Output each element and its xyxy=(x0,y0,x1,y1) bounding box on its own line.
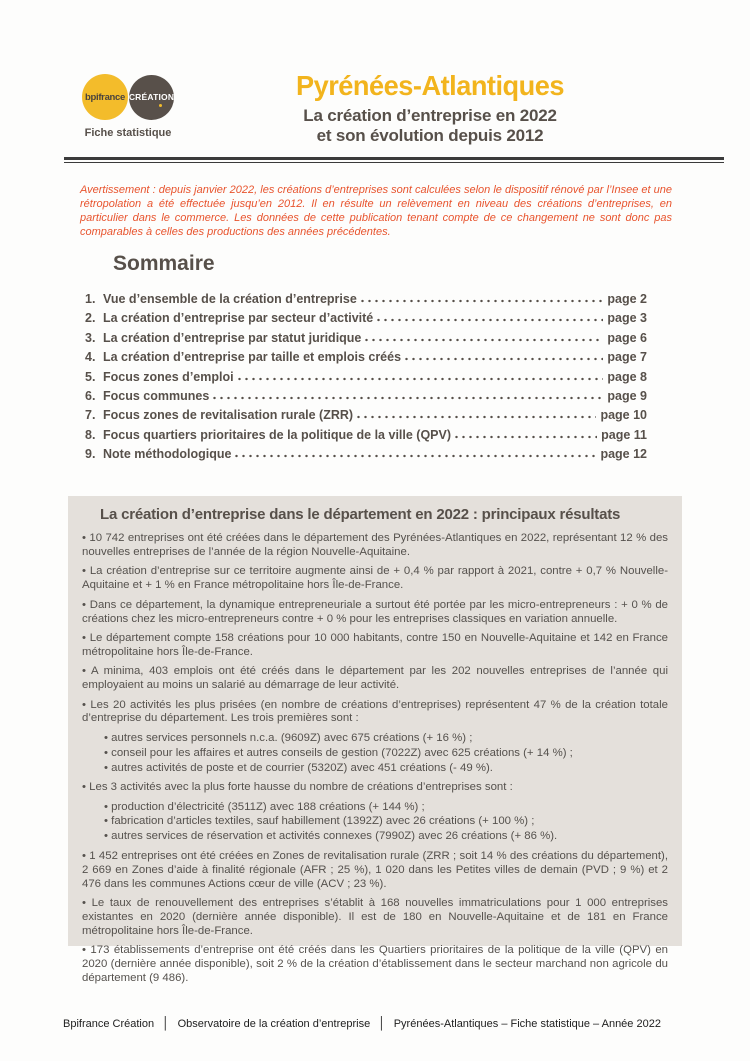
bpifrance-logo xyxy=(82,74,128,120)
toc-item-number: 9. xyxy=(85,447,96,462)
page-subtitle-line1: La création d’entreprise en 2022 xyxy=(303,106,557,125)
toc-heading: Sommaire xyxy=(113,252,215,275)
result-bullet-2: • La création d’entreprise sur ce territoire augmente ainsi de + 0,4 % par rapport à 2021, contre + 0,7 % Nouvelle-Aquitaine et + 1 % en France métropolitaine hors Île-de-France. xyxy=(82,565,668,593)
result-sub-bullet: • conseil pour les affaires et autres conseils de gestion (7022Z) avec 625 créations (+ 14 %) ; xyxy=(104,747,668,761)
brand-caption: Fiche statistique xyxy=(84,127,172,139)
footer-separator: │ xyxy=(378,1016,386,1030)
toc-item-page: page 7 xyxy=(607,350,647,365)
toc-item-5[interactable] xyxy=(85,370,647,389)
logo-row xyxy=(68,74,188,120)
toc-leader-dots xyxy=(455,429,597,439)
toc-item-label: Vue d’ensemble de la création d’entreprise xyxy=(103,292,357,306)
result-bullet-6: • Les 20 activités les plus prisées (en nombre de créations d’entreprises) représentent 47 % de la création totale d’entreprise du département. Les trois premières sont : xyxy=(82,699,668,727)
toc-item-number: 4. xyxy=(85,350,96,365)
creation-logo-text: CRÉATION xyxy=(128,92,175,102)
result-bullet-5: • A minima, 403 emplois ont été créés dans le département par les 202 nouvelles entreprises de l’année qui employaient au moins un salarié au démarrage de leur activité. xyxy=(82,665,668,693)
page-footer xyxy=(63,1016,661,1030)
result-sub-bullet: • autres activités de poste et de courrier (5320Z) avec 451 créations (- 49 %). xyxy=(104,762,668,776)
table-of-contents xyxy=(85,292,647,467)
toc-item-label: La création d’entreprise par taille et emplois créés xyxy=(103,350,402,365)
result-bullet-1: • 10 742 entreprises ont été créées dans le département des Pyrénées-Atlantiques en 2022, représentant 12 % des nouvelles entreprises de l’année de la région Nouvelle-Aquitaine. xyxy=(82,532,668,560)
toc-leader-dots xyxy=(213,390,603,400)
toc-item-number: 6. xyxy=(85,388,96,403)
toc-item-label: Focus zones de revitalisation rurale (ZRR) xyxy=(103,408,354,423)
result-sub-bullet: • autres services de réservation et activités connexes (7990Z) avec 26 créations (+ 86 %). xyxy=(104,830,668,844)
toc-item-9[interactable] xyxy=(85,447,647,466)
toc-item-page: page 6 xyxy=(607,330,647,345)
toc-item-label: Focus communes xyxy=(103,388,210,403)
result-bullet-8: • 1 452 entreprises ont été créées en Zones de revitalisation rurale (ZRR ; soit 14 % des créations du département), 2 669 en Zones d’aide à finalité régionale (AFR ; 25 %), 1 020 dans les Petites villes de demain (PVD ; 9 %) et 2 476 dans les communes Actions cœur de ville (ACV ; 23 %). xyxy=(82,850,668,892)
toc-item-label: Focus zones d’emploi xyxy=(103,369,234,384)
title-block xyxy=(230,70,630,146)
header-rule xyxy=(64,157,724,163)
toc-leader-dots xyxy=(405,351,603,361)
brand-block xyxy=(68,74,188,139)
toc-item-page: page 2 xyxy=(607,292,647,306)
toc-item-number: 7. xyxy=(85,408,96,423)
footer-publisher: Bpifrance Création xyxy=(63,1018,155,1030)
toc-item-4[interactable] xyxy=(85,350,647,369)
warning-notice: Avertissement : depuis janvier 2022, les créations d’entreprises sont calculées selon le dispositif rénové par l’Insee et une rétropolation a été effectuée jusqu’en 2012. Il en résulte un relèvement en niveau des créations d’entreprises, en particulier dans le commerce. Les données de cette publication tenant compte de ce changement ne sont donc pas comparables à celles des productions des années précédentes. xyxy=(80,184,672,238)
result-bullet-4: • Le département compte 158 créations pour 10 000 habitants, contre 150 en Nouvelle-Aquitaine et 142 en France métropolitaine hors Île-de-France. xyxy=(82,632,668,660)
toc-item-2[interactable] xyxy=(85,311,647,330)
toc-item-8[interactable] xyxy=(85,428,647,447)
footer-separator: │ xyxy=(162,1016,170,1030)
toc-item-label: Note méthodologique xyxy=(103,447,232,462)
footer-observatory: Observatoire de la création d’entreprise xyxy=(177,1018,371,1030)
toc-item-page: page 12 xyxy=(600,447,647,462)
toc-item-page: page 9 xyxy=(607,388,647,403)
page-subtitle-line2: et son évolution depuis 2012 xyxy=(316,126,544,145)
toc-item-number: 3. xyxy=(85,330,96,345)
toc-item-number: 5. xyxy=(85,369,96,384)
toc-item-label: La création d’entreprise par statut juridique xyxy=(103,330,362,345)
toc-item-number: 2. xyxy=(85,311,96,326)
toc-item-page: page 10 xyxy=(600,408,647,423)
toc-leader-dots xyxy=(365,332,603,342)
toc-leader-dots xyxy=(357,409,596,419)
page-title: Pyrénées-Atlantiques xyxy=(295,70,565,101)
toc-item-1[interactable] xyxy=(85,292,647,311)
creation-logo xyxy=(129,75,174,120)
key-results-box xyxy=(68,496,682,984)
toc-item-number: 1. xyxy=(85,292,96,306)
result-sub-bullet: • production d’électricité (3511Z) avec 188 créations (+ 144 %) ; xyxy=(104,801,668,815)
toc-leader-dots xyxy=(377,312,603,322)
bpifrance-logo-text: bpifrance xyxy=(84,91,126,103)
toc-item-number: 8. xyxy=(85,427,96,442)
toc-leader-dots xyxy=(361,293,604,303)
toc-leader-dots xyxy=(235,448,596,458)
footer-document-title: Pyrénées-Atlantiques – Fiche statistique – Année 2022 xyxy=(393,1018,661,1030)
result-bullet-9: • Le taux de renouvellement des entreprises s’établit à 168 nouvelles immatriculations pour 1 000 entreprises existantes en 2020 (dernière année disponible). Il est de 180 en Nouvelle-Aquitaine et de 181 en France métropolitaine hors Île-de-France. xyxy=(82,897,668,939)
result-sub-bullet: • fabrication d’articles textiles, sauf habillement (1392Z) avec 26 créations (+ 100 %) ; xyxy=(104,815,668,829)
toc-item-label: Focus quartiers prioritaires de la politique de la ville (QPV) xyxy=(103,427,452,442)
toc-item-page: page 11 xyxy=(601,427,647,442)
result-bullet-10: • 173 établissements d’entreprise ont été créés dans les Quartiers prioritaires de la politique de la ville (QPV) en 2020 (dernière année disponible), soit 2 % de la création d’établissement dans le secteur marchand non agricole du département (9 486). xyxy=(82,944,668,986)
toc-item-7[interactable] xyxy=(85,408,647,427)
creation-logo-dot-icon xyxy=(159,104,162,107)
results-heading: La création d’entreprise dans le département en 2022 : principaux résultats xyxy=(100,506,621,523)
result-bullet-3: • Dans ce département, la dynamique entrepreneuriale a surtout été portée par les micro-entrepreneurs : + 0 % de créations chez les micro-entrepreneurs contre + 0 % pour les entreprises classiques en variation annuelle. xyxy=(82,599,668,627)
toc-item-label: La création d’entreprise par secteur d’activité xyxy=(103,311,374,326)
toc-item-page: page 8 xyxy=(607,369,647,384)
toc-item-page: page 3 xyxy=(607,311,647,326)
toc-item-3[interactable] xyxy=(85,331,647,350)
toc-item-6[interactable] xyxy=(85,389,647,408)
result-sub-bullet: • autres services personnels n.c.a. (9609Z) avec 675 créations (+ 16 %) ; xyxy=(104,732,668,746)
toc-leader-dots xyxy=(238,371,604,381)
result-bullet-7: • Les 3 activités avec la plus forte hausse du nombre de créations d’entreprises sont : xyxy=(82,781,668,795)
